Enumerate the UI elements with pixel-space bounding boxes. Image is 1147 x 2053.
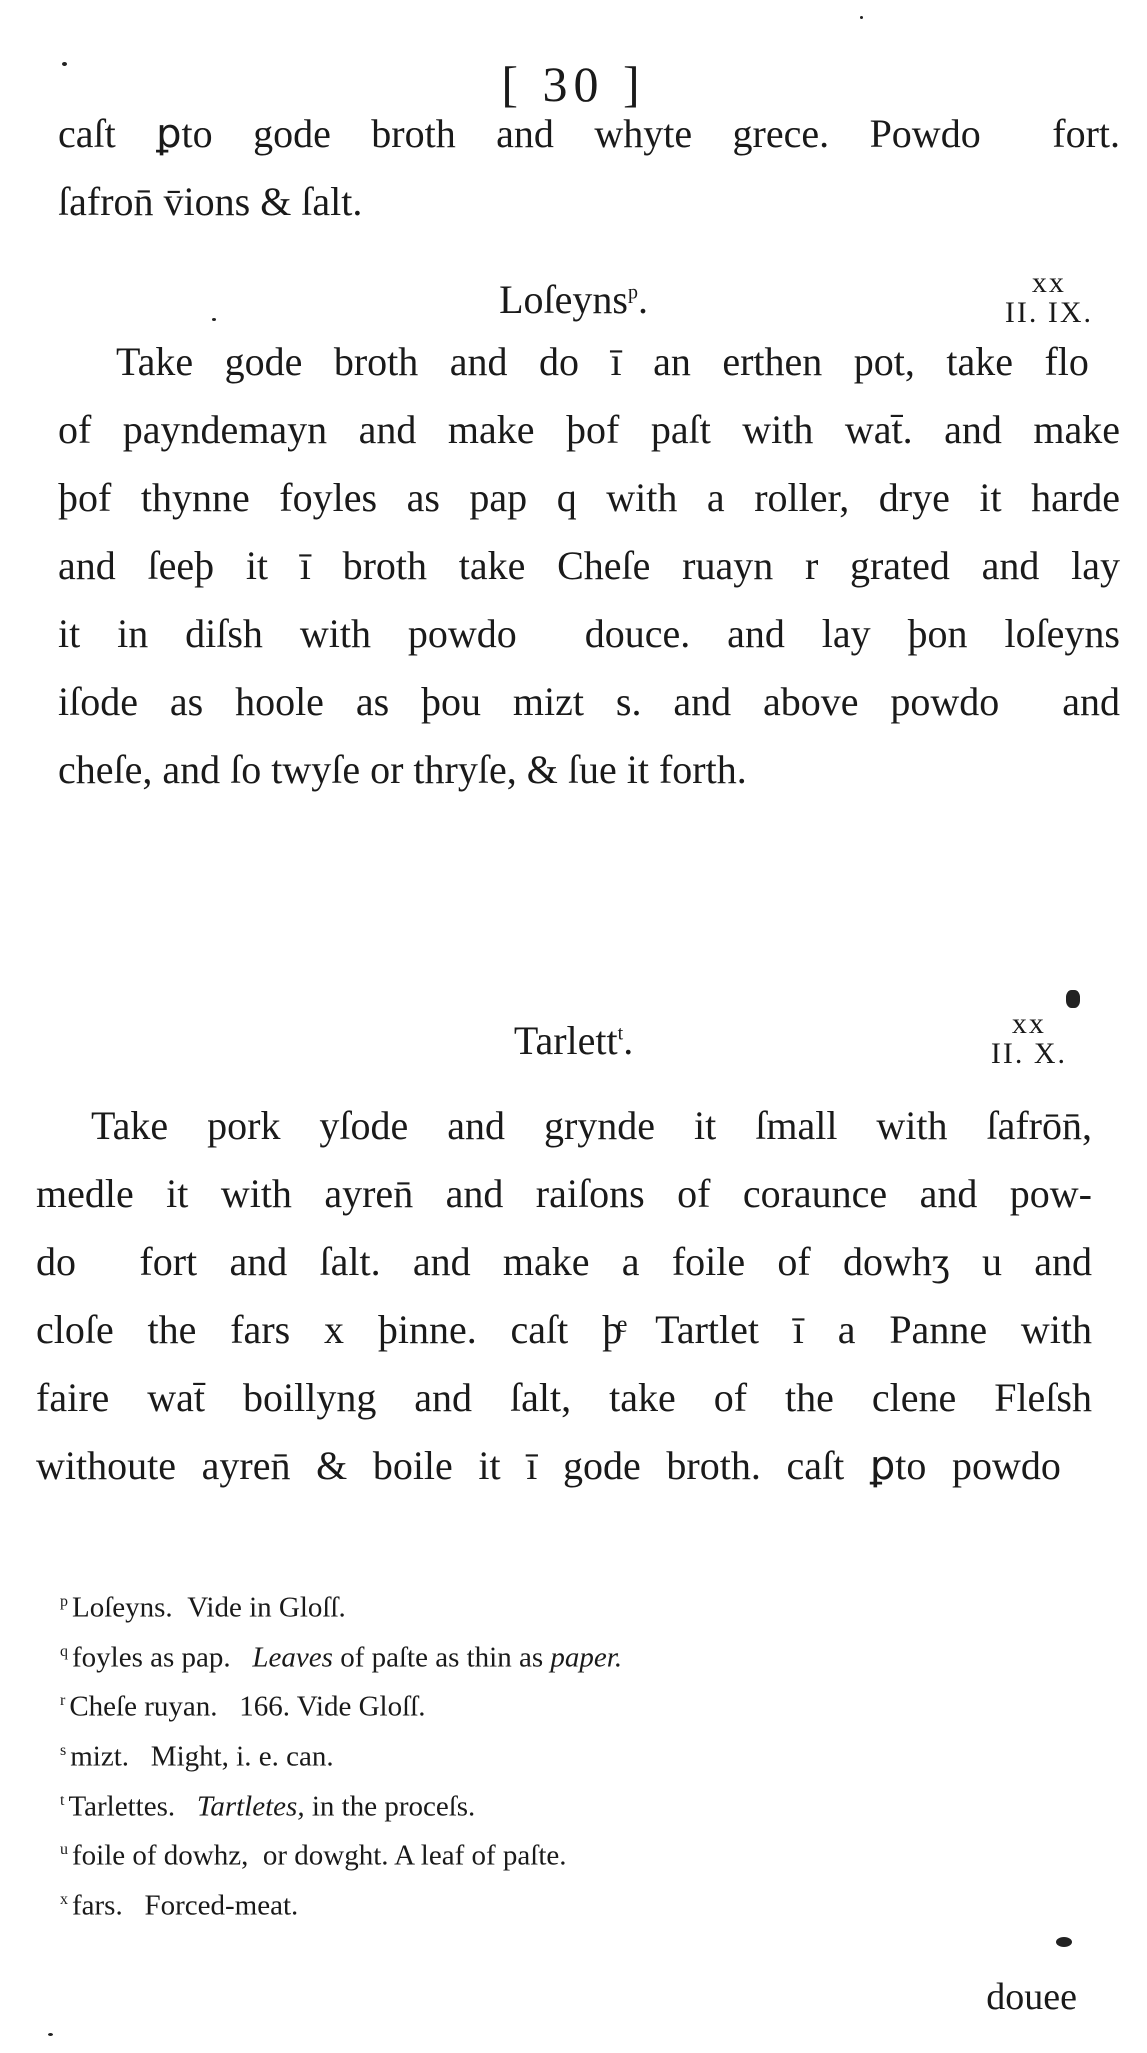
footnote-text: of paſte as thin as xyxy=(340,1641,544,1674)
footnote-text: Vide in Gloſſ. xyxy=(187,1591,346,1624)
footnote-text: Forced-meat. xyxy=(144,1889,299,1922)
recipe2-line-5: faire wat̄ boillyng and ſalt, take of the clene Fleſsh xyxy=(36,1375,1092,1420)
footnote-lead: fars. xyxy=(72,1889,123,1922)
recipe2-numeral xyxy=(991,1009,1067,1069)
footnote-lead: Tarlettes. xyxy=(68,1790,176,1823)
intro-line-1: caſt ꝑto gode broth and whyte grece. Powdo᷑ fort. xyxy=(58,111,1120,156)
footnote-lead: mizt. xyxy=(70,1740,130,1773)
footnote-lead: Cheſe ruyan. xyxy=(69,1690,218,1723)
recipe1-title-mark: p xyxy=(627,281,638,304)
recipe1-title-wrap: Loſeyns$^p$. xyxy=(499,277,648,322)
recipe2-title-mark: t xyxy=(617,1022,624,1045)
recipe1-line-7: cheſe, and ſo twyſe or thryſe, & ſue it forth. xyxy=(58,747,747,792)
footnote-mark: p xyxy=(60,1593,68,1610)
intro-paragraph xyxy=(58,100,1120,236)
recipe2-line-4: cloſe the fars x þinne. caſt þͤ Tartlet ī a Panne with xyxy=(36,1307,1092,1352)
recipe2-line-3: do᷑ fort and ſalt. and make a foile of dowhʒ u and xyxy=(36,1239,1092,1284)
recipe2-numeral-top: xx xyxy=(1011,1007,1046,1040)
footnote-p xyxy=(60,1580,1060,1630)
footnote-lead: foyles as pap. xyxy=(72,1641,231,1674)
ink-speck xyxy=(212,318,216,321)
recipe1-line-5: it in diſsh with powdo᷑ douce. and lay þon loſeyns xyxy=(58,611,1120,656)
ink-speck xyxy=(48,2033,53,2036)
footnote-u xyxy=(60,1828,1060,1878)
recipe1-line-2: of payndemayn and make þof paſt with wat̄. and make xyxy=(58,407,1120,452)
recipe1-numeral-top: xx xyxy=(1031,266,1066,299)
recipe1-line-4: and ſeeþ it ī broth take Cheſe ruayn r grated and lay xyxy=(58,543,1120,588)
recipe2-line-1: Take pork yſode and grynde it ſmall with ſafrōn̄, xyxy=(91,1103,1092,1148)
footnote-italic: Tartletes, xyxy=(196,1790,305,1823)
recipe1-title: Loſeyns xyxy=(499,277,628,322)
footnote-r xyxy=(60,1679,1060,1729)
recipe1-paragraph xyxy=(58,328,1120,804)
recipe2-title: Tarlett xyxy=(513,1018,618,1063)
recipe2-title-wrap: Tarlett$^t$. xyxy=(513,1018,634,1063)
recipe1-line-6: iſode as hoole as þou mizt s. and above powdo᷑ and xyxy=(58,679,1120,724)
recipe2-numeral-bottom: II. X. xyxy=(990,1037,1067,1070)
recipe1-line-1: Take gode broth and do ī an erthen pot, take flo᷑ xyxy=(116,339,1120,384)
ink-blot xyxy=(1066,990,1080,1008)
recipe2-line-2: medle it with ayren̄ and raiſons of coraunce and pow- xyxy=(36,1171,1092,1216)
footnote-mark: x xyxy=(60,1890,68,1908)
footnote-mark: r xyxy=(60,1692,66,1710)
footnote-s xyxy=(60,1729,1060,1779)
ink-speck xyxy=(860,16,863,19)
footnote-q xyxy=(60,1630,1060,1680)
footnote-italic: Leaves xyxy=(252,1641,333,1674)
footnotes xyxy=(60,1580,1060,1928)
intro-line-2: ſafron̄ v̄ions & ſalt. xyxy=(58,179,363,224)
footnote-mark: t xyxy=(60,1791,65,1809)
footnote-text: 166. Vide Gloſſ. xyxy=(239,1690,426,1723)
recipe2-line-6: withoute ayren̄ & boile it ī gode broth. caſt ꝑto powdo᷑ xyxy=(36,1443,1092,1488)
footnote-lead: Loſeyns. xyxy=(72,1591,173,1624)
catchword: douee xyxy=(986,1976,1077,2018)
footnote-mark: u xyxy=(60,1841,68,1859)
footnote-mark: s xyxy=(60,1741,67,1759)
page-number: [ 30 ] xyxy=(501,56,646,112)
footnote-italic: paper. xyxy=(550,1641,623,1674)
footnote-t xyxy=(60,1779,1060,1829)
recipe1-numeral xyxy=(1005,268,1093,328)
ink-blot xyxy=(1056,1937,1072,1947)
ink-speck xyxy=(62,62,67,66)
recipe1-numeral-bottom: II. IX. xyxy=(1004,296,1093,329)
footnote-mark: q xyxy=(60,1642,68,1660)
recipe1-line-3: þof thynne foyles as pap q with a roller, drye it harde xyxy=(58,475,1120,520)
recipe2-paragraph xyxy=(36,1092,1092,1500)
footnote-text: Might, i. e. can. xyxy=(150,1740,334,1773)
footnote-text: or dowght. A leaf of paſte. xyxy=(262,1839,567,1872)
footnote-lead: foile of dowhz, xyxy=(72,1839,249,1872)
footnote-text: in the proceſs. xyxy=(311,1790,476,1823)
footnote-x xyxy=(60,1878,1060,1928)
